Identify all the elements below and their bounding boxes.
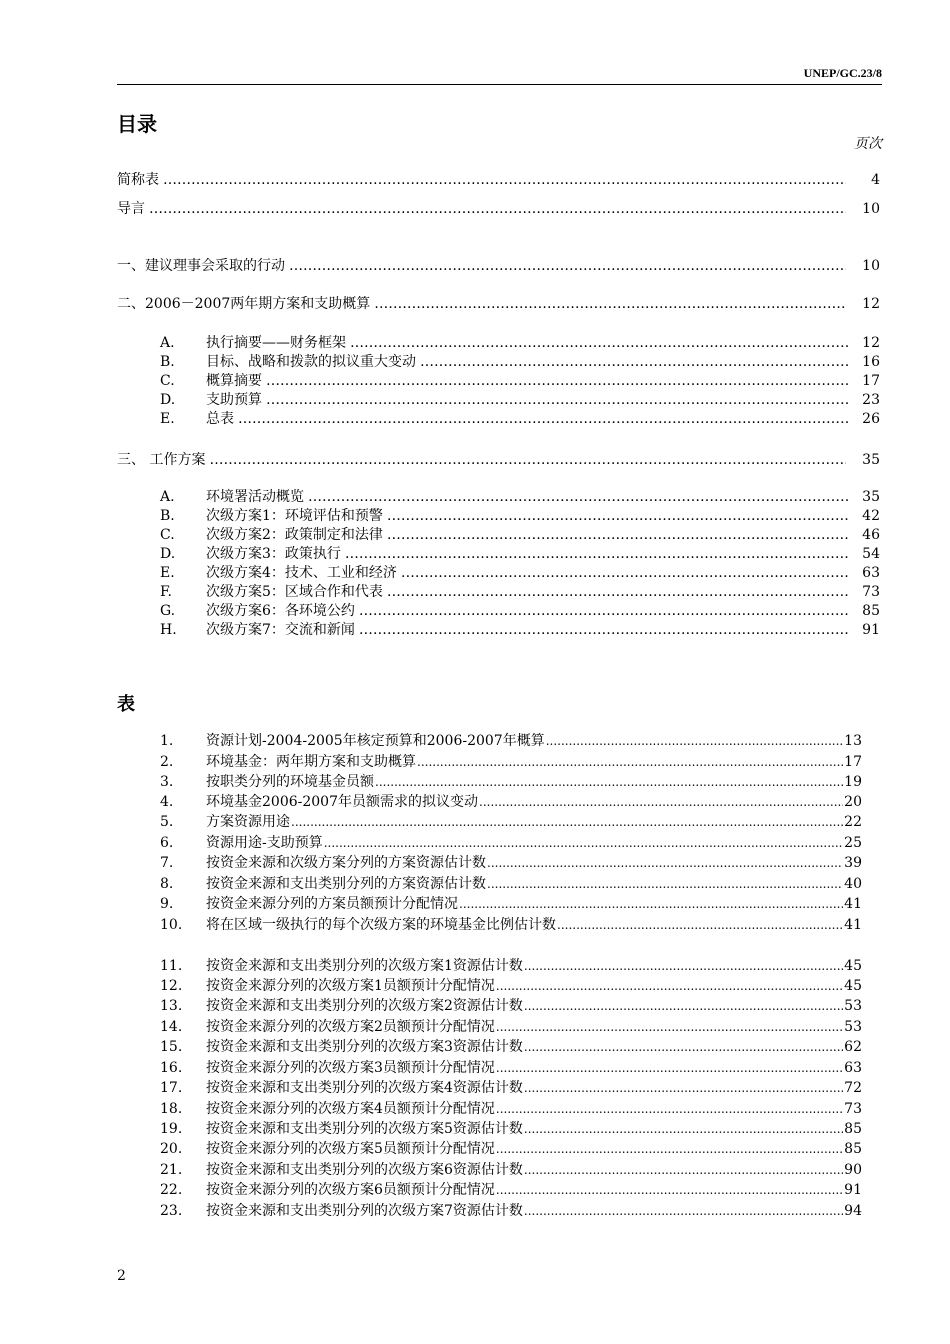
table-list-item: [160, 996, 862, 1016]
entry-number: 9.: [160, 896, 174, 912]
dot-leader: [496, 1180, 843, 1195]
entry-title: 环境署活动概览: [206, 489, 304, 505]
entry-title: 目标、战略和拨款的拟议重大变动: [206, 354, 416, 370]
toc-subentry: [160, 334, 880, 353]
entry-page-number: 20: [844, 794, 862, 810]
table-list-item: [160, 1160, 862, 1180]
entry-title: 按资金来源分列的次级方案6员额预计分配情况: [206, 1182, 495, 1198]
toc-subentry: [160, 488, 880, 507]
dot-leader: [324, 833, 843, 848]
entry-number: G.: [160, 603, 176, 619]
table-list-item: [160, 812, 862, 832]
dot-leader: [359, 621, 850, 638]
entry-number: 15.: [160, 1039, 183, 1055]
entry-page-number: 35: [862, 489, 880, 505]
dot-leader: [524, 1078, 843, 1093]
entry-page-number: 16: [862, 354, 880, 370]
entry-page-number: 41: [844, 917, 862, 933]
entry-page-number: 63: [862, 565, 880, 581]
entry-title: 概算摘要: [206, 373, 262, 389]
table-list-item: [160, 772, 862, 792]
entry-number: 1.: [160, 733, 174, 749]
dot-leader: [420, 353, 850, 370]
entry-number: 3.: [160, 774, 174, 790]
table-list-item: [160, 1017, 862, 1037]
dot-leader: [496, 1017, 843, 1032]
dot-leader: [238, 410, 850, 427]
entry-title: 按资金来源和支出类别分列的次级方案1资源估计数: [206, 958, 523, 974]
toc-subentry: [160, 353, 880, 372]
entry-number: D.: [160, 546, 176, 562]
entry-number: B.: [160, 508, 175, 524]
entry-title: 次级方案1：环境评估和预警: [206, 508, 383, 524]
entry-page-number: 45: [844, 958, 862, 974]
dot-leader: [479, 792, 843, 807]
entry-page-number: 73: [862, 584, 880, 600]
toc-subentry: [160, 545, 880, 564]
entry-title: 按资金来源分列的次级方案3员额预计分配情况: [206, 1060, 495, 1076]
entry-title: 按资金来源和支出类别分列的方案资源估计数: [206, 876, 486, 892]
entry-page-number: 91: [862, 622, 880, 638]
entry-number: 8.: [160, 876, 174, 892]
entry-page-number: 46: [862, 527, 880, 543]
dot-leader: [496, 1099, 843, 1114]
table-list-item: [160, 1139, 862, 1159]
entry-page-number: 54: [862, 546, 880, 562]
entry-page-number: 53: [844, 998, 862, 1014]
entry-title: 按资金来源分列的次级方案2员额预计分配情况: [206, 1019, 495, 1035]
dot-leader: [359, 602, 850, 619]
entry-number: 12.: [160, 978, 183, 994]
entry-page-number: 25: [844, 835, 862, 851]
entry-title: 按资金来源和支出类别分列的次级方案6资源估计数: [206, 1162, 523, 1178]
entry-title: 按资金来源分列的方案员额预计分配情况: [206, 896, 458, 912]
table-list-item: [160, 1058, 862, 1078]
dot-leader: [524, 1119, 843, 1134]
entry-number: A.: [160, 489, 175, 505]
dot-leader: [345, 545, 850, 562]
page-number: 2: [117, 1268, 126, 1284]
dot-leader: [496, 1139, 843, 1154]
table-list-item: [160, 752, 862, 772]
entry-title: 按资金来源和支出类别分列的次级方案2资源估计数: [206, 998, 523, 1014]
entry-title: 二、2006－2007两年期方案和支助概算: [117, 296, 371, 312]
dot-leader: [387, 583, 850, 600]
dot-leader: [496, 1058, 843, 1073]
table-list-item: [160, 1180, 862, 1200]
dot-leader: [524, 1160, 843, 1175]
toc-subentry: [160, 564, 880, 583]
entry-title: 按资金来源分列的次级方案4员额预计分配情况: [206, 1101, 495, 1117]
entry-page-number: 13: [844, 733, 862, 749]
entry-number: F.: [160, 584, 172, 600]
entry-number: 7.: [160, 855, 174, 871]
entry-title: 按资金来源和支出类别分列的次级方案5资源估计数: [206, 1121, 523, 1137]
entry-number: A.: [160, 335, 175, 351]
entry-title: 次级方案5：区域合作和代表: [206, 584, 383, 600]
dot-leader: [266, 391, 850, 408]
entry-number: 21.: [160, 1162, 183, 1178]
entry-number: 20.: [160, 1141, 183, 1157]
entry-title: 环境基金：两年期方案和支助概算: [206, 754, 416, 770]
entry-title: 按资金来源和支出类别分列的次级方案7资源估计数: [206, 1203, 523, 1219]
table-list-item: [160, 1037, 862, 1057]
entry-page-number: 23: [862, 392, 880, 408]
entry-title: 次级方案6：各环境公约: [206, 603, 355, 619]
dot-leader: [289, 257, 846, 274]
dot-leader: [417, 752, 843, 767]
entry-page-number: 10: [862, 201, 880, 217]
entry-title: 执行摘要——财务框架: [206, 335, 346, 351]
table-list-item: [160, 1078, 862, 1098]
table-list-item: [160, 1099, 862, 1119]
entry-number: 23.: [160, 1203, 183, 1219]
dot-leader: [387, 507, 850, 524]
toc-subentry: [160, 526, 880, 545]
entry-number: D.: [160, 392, 176, 408]
dot-leader: [524, 1037, 843, 1052]
toc-entry: [117, 451, 880, 470]
entry-number: B.: [160, 354, 175, 370]
toc-subentry: [160, 621, 880, 640]
table-list-item: [160, 915, 862, 935]
dot-leader: [350, 334, 850, 351]
table-list-item: [160, 792, 862, 812]
entry-number: 16.: [160, 1060, 183, 1076]
entry-page-number: 45: [844, 978, 862, 994]
entry-page-number: 17: [862, 373, 880, 389]
table-list-item: [160, 731, 862, 751]
entry-page-number: 85: [844, 1141, 862, 1157]
entry-page-number: 4: [871, 172, 880, 188]
entry-page-number: 39: [844, 855, 862, 871]
entry-page-number: 12: [862, 296, 880, 312]
table-list-item: [160, 976, 862, 996]
entry-number: 14.: [160, 1019, 183, 1035]
dot-leader: [308, 488, 850, 505]
entry-number: 13.: [160, 998, 183, 1014]
dot-leader: [209, 451, 846, 468]
entry-page-number: 63: [844, 1060, 862, 1076]
entry-page-number: 73: [844, 1101, 862, 1117]
dot-leader: [163, 171, 846, 188]
entry-title: 次级方案2：政策制定和法律: [206, 527, 383, 543]
entry-title: 按职类分列的环境基金员额: [206, 774, 374, 790]
entry-title: 环境基金2006-2007年员额需求的拟议变动: [206, 794, 478, 810]
entry-title: 次级方案7：交流和新闻: [206, 622, 355, 638]
entry-title: 按资金来源和支出类别分列的次级方案3资源估计数: [206, 1039, 523, 1055]
entry-title: 资源用途-支助预算: [206, 835, 323, 851]
entry-page-number: 19: [844, 774, 862, 790]
dot-leader: [375, 772, 843, 787]
entry-number: 22.: [160, 1182, 183, 1198]
entry-number: E.: [160, 565, 175, 581]
dot-leader: [496, 976, 843, 991]
entry-number: 6.: [160, 835, 174, 851]
entry-number: C.: [160, 527, 175, 543]
table-list-item: [160, 833, 862, 853]
entry-page-number: 94: [844, 1203, 862, 1219]
toc-entry: [117, 295, 880, 314]
page-column-label: 页次: [854, 136, 882, 152]
tables-title: 表: [117, 694, 135, 715]
table-list-item: [160, 874, 862, 894]
toc-subentry: [160, 372, 880, 391]
toc-subentry: [160, 583, 880, 602]
toc-subentry: [160, 391, 880, 410]
entry-title: 按资金来源分列的次级方案1员额预计分配情况: [206, 978, 495, 994]
toc-subentry: [160, 410, 880, 429]
entry-page-number: 35: [862, 452, 880, 468]
dot-leader: [524, 1201, 843, 1216]
entry-number: 18.: [160, 1101, 183, 1117]
dot-leader: [487, 874, 843, 889]
dot-leader: [557, 915, 843, 930]
dot-leader: [401, 564, 850, 581]
entry-number: 10.: [160, 917, 183, 933]
entry-page-number: 41: [844, 896, 862, 912]
entry-title: 一、建议理事会采取的行动: [117, 258, 285, 274]
entry-number: E.: [160, 411, 175, 427]
entry-title: 次级方案4：技术、工业和经济: [206, 565, 397, 581]
entry-page-number: 40: [844, 876, 862, 892]
table-list-item: [160, 1201, 862, 1221]
toc-entry: [117, 257, 880, 276]
entry-page-number: 91: [844, 1182, 862, 1198]
entry-number: 11.: [160, 958, 183, 974]
entry-number: 17.: [160, 1080, 183, 1096]
entry-title: 总表: [206, 411, 234, 427]
entry-title: 简称表: [117, 172, 159, 188]
dot-leader: [387, 526, 850, 543]
dot-leader: [546, 731, 843, 746]
entry-number: C.: [160, 373, 175, 389]
entry-page-number: 62: [844, 1039, 862, 1055]
dot-leader: [149, 200, 846, 217]
entry-page-number: 42: [862, 508, 880, 524]
entry-title: 导言: [117, 201, 145, 217]
entry-page-number: 26: [862, 411, 880, 427]
dot-leader: [487, 853, 843, 868]
entry-number: 5.: [160, 814, 174, 830]
dot-leader: [374, 295, 846, 312]
toc-title: 目录: [117, 112, 157, 136]
table-list-item: [160, 1119, 862, 1139]
entry-title: 资源计划-2004-2005年核定预算和2006-2007年概算: [206, 733, 545, 749]
entry-page-number: 17: [844, 754, 862, 770]
entry-page-number: 12: [862, 335, 880, 351]
table-list-item: [160, 853, 862, 873]
entry-title: 按资金来源和次级方案分列的方案资源估计数: [206, 855, 486, 871]
dot-leader: [459, 894, 843, 909]
entry-page-number: 85: [862, 603, 880, 619]
entry-page-number: 22: [844, 814, 862, 830]
dot-leader: [291, 812, 843, 827]
entry-title: 方案资源用途: [206, 814, 290, 830]
dot-leader: [524, 956, 843, 971]
entry-page-number: 72: [844, 1080, 862, 1096]
entry-number: 2.: [160, 754, 174, 770]
entry-title: 三、 工作方案: [117, 452, 206, 468]
entry-page-number: 53: [844, 1019, 862, 1035]
document-symbol: UNEP/GC.23/8: [117, 66, 882, 85]
toc-subentry: [160, 602, 880, 621]
entry-title: 将在区域一级执行的每个次级方案的环境基金比例估计数: [206, 917, 556, 933]
dot-leader: [266, 372, 850, 389]
toc-entry: [117, 171, 880, 190]
table-list-item: [160, 956, 862, 976]
entry-title: 按资金来源和支出类别分列的次级方案4资源估计数: [206, 1080, 523, 1096]
toc-entry: [117, 200, 880, 219]
entry-number: H.: [160, 622, 177, 638]
toc-subentry: [160, 507, 880, 526]
entry-title: 按资金来源分列的次级方案5员额预计分配情况: [206, 1141, 495, 1157]
entry-number: 19.: [160, 1121, 183, 1137]
entry-title: 次级方案3：政策执行: [206, 546, 341, 562]
entry-title: 支助预算: [206, 392, 262, 408]
entry-number: 4.: [160, 794, 174, 810]
entry-page-number: 90: [844, 1162, 862, 1178]
dot-leader: [524, 996, 843, 1011]
table-list-item: [160, 894, 862, 914]
entry-page-number: 85: [844, 1121, 862, 1137]
entry-page-number: 10: [862, 258, 880, 274]
